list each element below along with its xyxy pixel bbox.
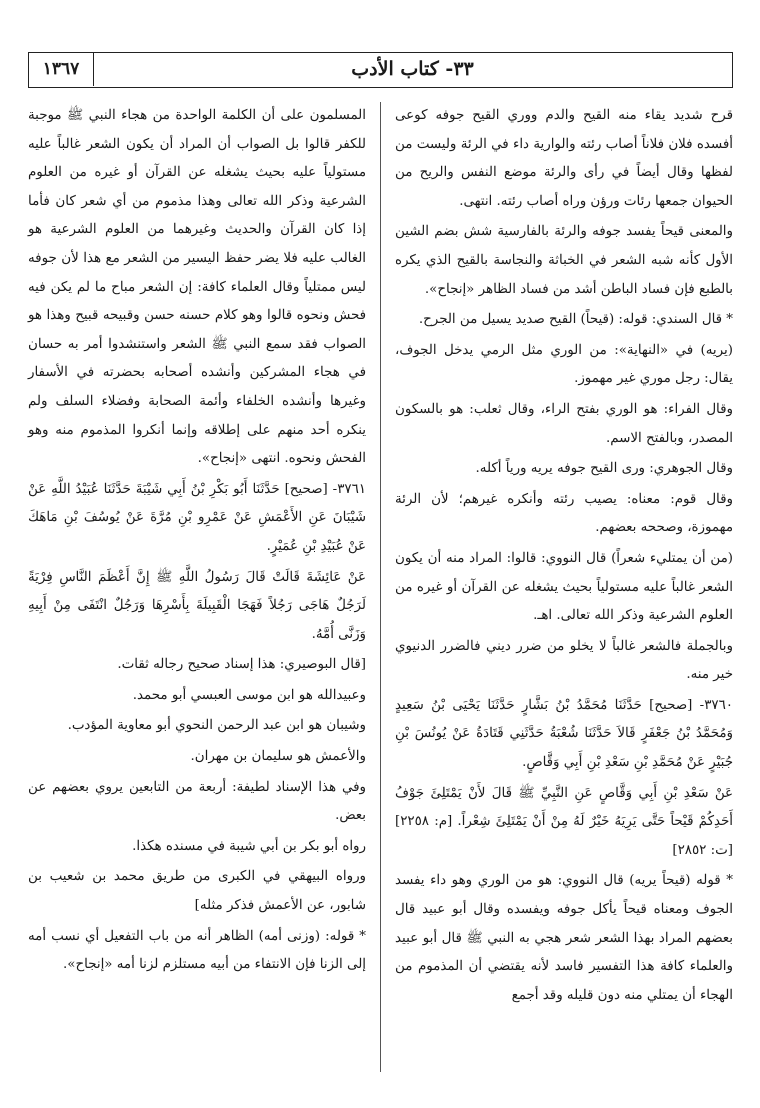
- paragraph: والمعنى قيحاً يفسد جوفه والرئة بالفارسية شش بضم الشين الأول كأنه شبه الشعر في الخباثة والنجاسة بالقيح الذي يكره بالطبع فإن فساد الباطن أشد من فساد الظاهر «إنجاح».: [395, 224, 733, 297]
- paragraph: وقال الجوهري: ورى القيح جوفه يريه ورياً أكله.: [475, 461, 733, 477]
- paragraph: (يريه) في «النهاية»: من الوري مثل الرمي يدخل الجوف، يقال: رجل موري غير مهموز.: [395, 342, 733, 387]
- paragraph: المسلمون على أن الكلمة الواحدة من هجاء النبي ﷺ موجبة للكفر قالوا بل الصواب أن المراد أن يكون الشعر غالباً عليه مستولياً عليه بحيث يشغله عن القرآن أو غيره من العلوم الشرعية وذكر الله تعالى وهذا مذموم من أي شعر كان فأما إذا كان القرآن والحديث وغيرهما من العلوم الشرعية هو الغالب عليه فلا يضر حفظ اليسير من الشعر مع هذا لأن جوفه ليس ممتلياً وقال العلماء كافة: إن الشعر مباح ما لم يكن فيه فحش ونحوه قالوا وهو كلام حسنه حسن وقبيحه قبيح وهذا هو الصواب فقد سمع النبي ﷺ الشعر واستنشدوا أمر به حسان في هجاء المشركين وأنشده أصحابه بحضرته في الأسفار وغيرها وأنشده الخلفاء وأئمة الصحابة وفضلاء السلف ولم ينكره أحد منهم على إطلاقه وإنما أنكروا المذموم منه وهو الفحش ونحوه. انتهى «إنجاح».: [28, 108, 366, 467]
- paragraph: * قوله: (وزنى أمه) الظاهر أنه من باب التفعيل أي نسب أمه إلى الزنا فإن الانتفاء من أبيه مستلزم لزنا أمه «إنجاح».: [28, 928, 366, 973]
- paragraph: رواه أبو بكر بن أبي شيبة في مسنده هكذا.: [132, 838, 366, 854]
- hadith-3761-matn: عَنْ عَائِشَةَ قَالَتْ قَالَ رَسُولُ اللَّهِ ﷺ إِنَّ أَعْظَمَ النَّاسِ فِرْيَةً لَرَجُلٌ هَاجَى رَجُلاً فَهَجَا الْقَبِيلَةَ بِأَسْرِهَا وَرَجُلٌ انْتَفَى مِنْ أَبِيهِ وَزَنَّى أُمَّهُ.: [28, 569, 366, 642]
- hadith-3760-isnad: ٣٧٦٠- [صحيح] حَدَّثَنَا مُحَمَّدُ بْنُ بَشَّارٍ حَدَّثَنَا يَحْيَى بْنُ سَعِيدٍ وَمُحَمَّدُ بْنُ جَعْفَرٍ قَالاَ حَدَّثَنَا شُعْبَةُ حَدَّثَنِي قَتَادَةُ عَنْ يُونُسَ بْنِ جُبَيْرٍ عَنْ مُحَمَّدِ بْنِ سَعْدِ بْنِ أَبِي وَقَّاصٍ.: [395, 697, 733, 771]
- page-frame: [28, 52, 733, 1082]
- paragraph: وفي هذا الإسناد لطيفة: أربعة من التابعين يروي بعضهم عن بعض.: [28, 779, 366, 824]
- paragraph: (من أن يمتليء شعراً) قال النووي: قالوا: المراد منه أن يكون الشعر غالباً عليه مستولياً بحيث يشغله عن القرآن أو غيره من العلوم الشرعية وذكر الله تعالى. اهـ.: [395, 550, 733, 624]
- left-column: [28, 102, 366, 982]
- hadith-3760-matn: عَنْ سَعْدِ بْنِ أَبِي وَقَّاصٍ عَنِ النَّبِيِّ ﷺ قَالَ لأَنْ يَمْتَلِئَ جَوْفُ أَحَدِكُمْ قَيْحاً حَتَّى يَرِيَهُ خَيْرٌ لَهُ مِنْ أَنْ يَمْتَلِئَ شِعْراً. [م: ٢٢٥٨] [ت: ٢٨٥٢]: [395, 785, 733, 858]
- paragraph: ورواه البيهقي في الكبرى من طريق محمد بن شعيب بن شابور، عن الأعمش فذكر مثله]: [28, 869, 366, 914]
- paragraph: قرح شديد يقاء منه القيح والدم ووري القيح جوفه كوعى أفسده فلان فلاناً أصاب رئته والوارية داء في الرئة وليست من لفظها وقال أيضاً في رأى والرئة موضع النفس والريح من الحيوان جمعها رئات ورؤن وراه أصاب رئته. انتهى.: [395, 108, 733, 209]
- hadith-3761-isnad: ٣٧٦١- [صحيح] حَدَّثَنَا أَبُو بَكْرِ بْنُ أَبِي شَيْبَةَ حَدَّثَنَا عُبَيْدُ اللَّهِ عَنْ شَيْبَانَ عَنِ الأَعْمَشِ عَنْ عَمْرِو بْنِ مُرَّةَ عَنْ يُوسُفَ بْنِ مَاهَكَ عَنْ عُبَيْدِ بْنِ عُمَيْرٍ.: [28, 481, 366, 554]
- page-header: [28, 52, 733, 88]
- right-column: [395, 102, 733, 1012]
- book-title: ٣٣- كتاب الأدب: [351, 58, 474, 80]
- paragraph: وقال الفراء: هو الوري بفتح الراء، وقال ثعلب: هو بالسكون المصدر، وبالفتح الاسم.: [395, 401, 733, 446]
- paragraph: وقال قوم: معناه: يصيب رئته وأنكره غيرهم؛ لأن الرئة مهموزة، وصححه بعضهم.: [395, 491, 733, 536]
- paragraph: والأعمش هو سليمان بن مهران.: [190, 749, 366, 765]
- paragraph: * قوله (قيحاً يريه) قال النووي: هو من الوري وهو داء يفسد الجوف ومعناه قيحاً يأكل جوفه ويفسده وقال أبو عبيد قال بعضهم المراد بهذا الشعر شعر هجي به النبي ﷺ قال أبو عبيد والعلماء كافة هذا التفسير فاسد لأنه يقتضي أن المذموم من الهجاء أن يمتلي منه دون قليله وقد أجمع: [395, 873, 733, 1003]
- column-divider: [380, 102, 381, 1072]
- paragraph: وشيبان هو ابن عبد الرحمن النحوي أبو معاوية المؤدب.: [67, 718, 366, 734]
- paragraph: وبالجملة فالشعر غالباً لا يخلو من ضرر ديني فالضرر الدنيوي خير منه.: [395, 638, 733, 683]
- paragraph: * قال السندي: قوله: (قيحاً) القيح صديد يسيل من الجرح.: [418, 312, 733, 328]
- paragraph: وعبيدالله هو ابن موسى العبسي أبو محمد.: [132, 687, 366, 703]
- paragraph: [قال البوصيري: هذا إسناد صحيح رجاله ثقات.: [117, 657, 366, 673]
- page-number: ١٣٦٧: [29, 53, 94, 86]
